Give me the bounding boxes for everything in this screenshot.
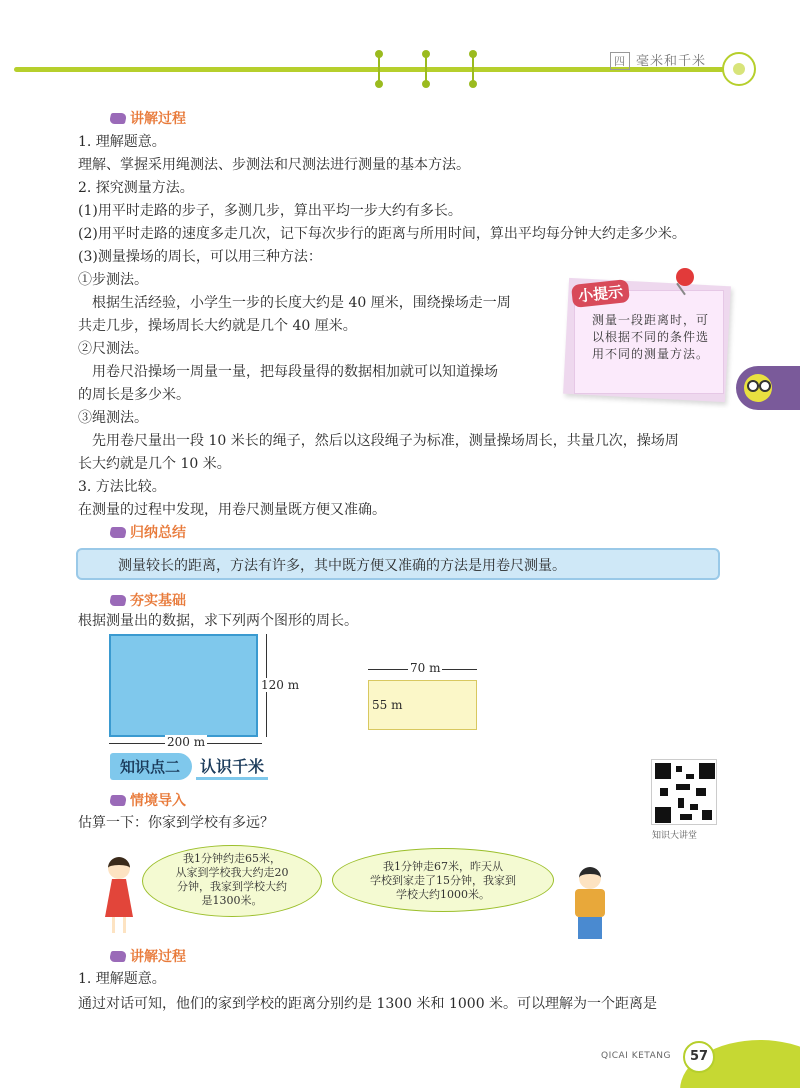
dimension-label: 55 m [372, 698, 403, 712]
text-line: 3. 方法比较。 [78, 479, 166, 495]
text-line: 共走几步，操场周长大约就是几个 40 厘米。 [78, 318, 357, 334]
binder-clip-icon [422, 50, 430, 88]
speech-line: 是1300米。 [201, 894, 263, 907]
practice-instruction: 根据测量出的数据，求下列两个图形的周长。 [78, 613, 358, 629]
chapter-number: 四 [610, 52, 630, 70]
speech-line: 学校大约1000米。 [396, 888, 490, 901]
tip-title: 小提示 [571, 279, 630, 308]
book-icon [109, 527, 127, 538]
book-icon [109, 951, 127, 962]
book-icon [109, 595, 127, 606]
text-line: 在测量的过程中发现，用卷尺测量既方便又准确。 [78, 502, 386, 518]
girl-illustration [101, 857, 137, 933]
text-line: 用卷尺沿操场一周量一量，把每段量得的数据相加就可以知道操场 [92, 364, 498, 380]
text-line: 2. 探究测量方法。 [78, 180, 194, 196]
binder-clip-icon [375, 50, 383, 88]
mascot-logo-icon [722, 52, 756, 86]
text-line: 通过对话可知，他们的家到学校的距离分别约是 1300 米和 1000 米。可以理解为一个距离是 [78, 996, 658, 1012]
section-heading: 情境导入 [110, 790, 186, 810]
text-line: (3)测量操场的周长，可以用三种方法： [78, 249, 322, 265]
knowledge-point-title: 认识千米 [196, 754, 268, 780]
speech-line: 从家到学校我大约走20 [175, 866, 289, 879]
rectangle-figure [109, 634, 258, 737]
text-line: ②尺测法。 [78, 341, 148, 357]
side-tab[interactable] [736, 366, 800, 410]
text-line: 长大约就是几个 10 米。 [78, 456, 231, 472]
text-line: 根据生活经验，小学生一步的长度大约是 40 厘米，围绕操场走一周 [92, 295, 511, 311]
text-line: (1)用平时走路的步子，多测几步，算出平均一步大约有多长。 [78, 203, 462, 219]
situation-question: 估算一下：你家到学校有多远？ [78, 815, 274, 831]
text-line: ①步测法。 [78, 272, 148, 288]
footer-brand: QICAI KETANG [601, 1051, 671, 1061]
dimension-label: 200 m [167, 735, 206, 749]
frog-icon [744, 374, 772, 402]
dimension-label: 70 m [410, 661, 441, 675]
pushpin-icon [676, 268, 694, 286]
text-line: 1. 理解题意。 [78, 971, 166, 987]
section-heading: 归纳总结 [110, 522, 186, 542]
tip-text: 测量一段距离时，可以根据不同的条件选用不同的测量方法。 [592, 313, 710, 361]
speech-line: 分钟，我家到学校大约 [177, 880, 287, 893]
boy-illustration [569, 867, 609, 939]
chapter-title: 毫米和千米 [636, 54, 707, 69]
text-line: 理解、掌握采用绳测法、步测法和尺测法进行测量的基本方法。 [78, 157, 470, 173]
section-heading: 讲解过程 [110, 108, 186, 128]
text-line: 1. 理解题意。 [78, 134, 166, 150]
knowledge-point-badge: 知识点二 [110, 753, 192, 780]
knowledge-point-banner [110, 753, 268, 780]
qr-caption: 知识大讲堂 [652, 831, 698, 841]
page-number: 57 [683, 1041, 715, 1073]
book-icon [109, 795, 127, 806]
text-line: ③绳测法。 [78, 410, 148, 426]
book-icon [109, 113, 127, 124]
summary-text: 测量较长的距离，方法有许多，其中既方便又准确的方法是用卷尺测量。 [118, 558, 566, 574]
binder-clip-icon [469, 50, 477, 88]
chapter-header [610, 50, 706, 70]
text-line: (2)用平时走路的速度多走几次，记下每次步行的距离与所用时间，算出平均每分钟大约走多少米。 [78, 226, 686, 242]
speech-line: 学校到家走了15分钟，我家到 [370, 874, 516, 887]
speech-line: 我1分钟走67米，昨天从 [383, 860, 503, 873]
summary-box [76, 548, 720, 580]
text-line: 的周长是多少米。 [78, 387, 190, 403]
dimension-label: 120 m [261, 678, 300, 692]
section-heading: 夯实基础 [110, 590, 186, 610]
speech-line: 我1分钟约走65米， [183, 852, 281, 865]
text-line: 先用卷尺量出一段 10 米长的绳子，然后以这段绳子为标准，测量操场周长，共量几次，操场周 [92, 433, 679, 449]
section-heading: 讲解过程 [110, 946, 186, 966]
